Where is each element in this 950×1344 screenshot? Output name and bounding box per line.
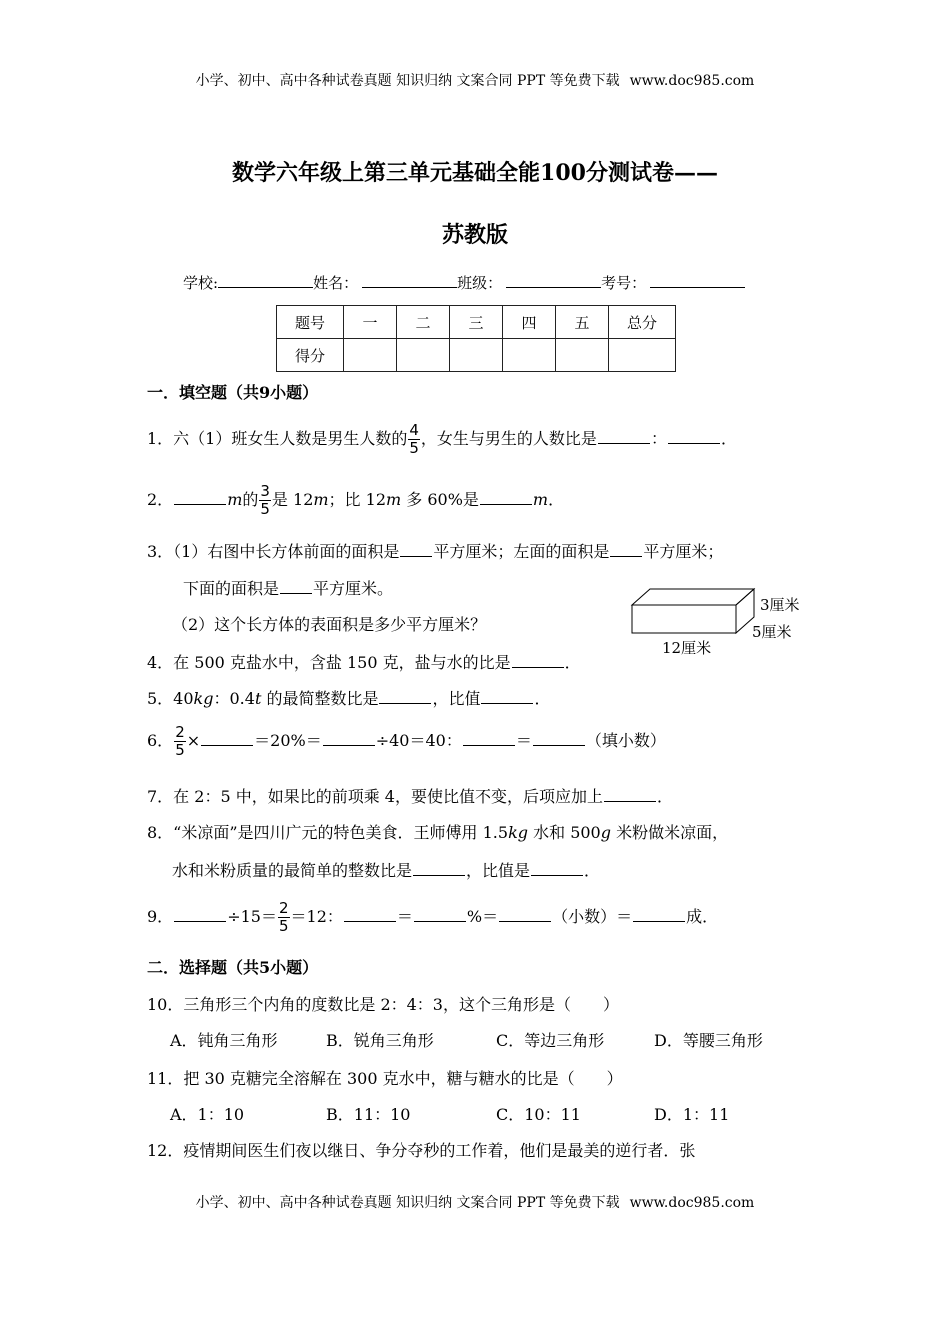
exam-no-label: 考号： (601, 274, 647, 292)
header-cell: 一 (344, 306, 397, 339)
option-a[interactable]: A．1：10 (170, 1105, 245, 1124)
question-3-line-3: （2）这个长方体的表面积是多少平方厘米？ (172, 615, 487, 634)
question-5: 5．40kg：0.4t 的最简整数比是 ，比值 ． (147, 689, 551, 708)
option-c[interactable]: C．10：11 (496, 1105, 581, 1124)
banner-text: 小学、初中、高中各种试卷真题 知识归纳 文案合同 PPT 等免费下载 (195, 73, 620, 89)
depth-label: 5厘米 (752, 623, 792, 641)
length-label: 12厘米 (662, 639, 712, 657)
option-b[interactable]: B．锐角三角形 (326, 1031, 434, 1050)
question-12: 12．疫情期间医生们夜以继日、争分夺秒的工作着，他们是最美的逆行者．张 (147, 1141, 696, 1160)
fraction: $\frac{4}{5}$ (409, 421, 419, 457)
score-table (276, 305, 676, 372)
question-text: 1．六（1）班女生人数是男生人数的 (147, 429, 408, 448)
answer-blank[interactable] (379, 689, 431, 704)
page-subtitle: 苏教版 (441, 222, 508, 248)
answer-blank[interactable] (201, 731, 253, 746)
banner-url[interactable]: www.doc985.com (629, 73, 755, 89)
question-1: 1．六（1）班女生人数是男生人数的 $\frac{4}{5}$ ，女生与男生的人数比是 ： ． (147, 421, 737, 457)
answer-blank[interactable] (668, 429, 720, 444)
section-heading-multiple-choice: 二．选择题（共5小题） (147, 958, 319, 977)
banner-url[interactable]: www.doc985.com (629, 1195, 755, 1211)
option-d[interactable]: D．等腰三角形 (654, 1031, 763, 1050)
answer-blank[interactable] (633, 907, 685, 922)
answer-blank[interactable] (531, 861, 583, 876)
answer-blank[interactable] (400, 542, 432, 557)
school-label: 学校: (183, 274, 219, 292)
question-text: ，女生与男生的人数比是 (420, 429, 597, 448)
answer-blank[interactable] (598, 429, 650, 444)
fraction: $\frac{2}{5}$ (175, 723, 185, 759)
header-banner (0, 70, 950, 90)
question-8-line-2: 水和米粉质量的最简单的整数比是 ，比值是 ． (172, 861, 601, 880)
name-label: 姓名： (313, 274, 359, 292)
exam-no-field[interactable] (650, 273, 745, 288)
score-cell[interactable] (556, 339, 609, 372)
banner-text: 小学、初中、高中各种试卷真题 知识归纳 文案合同 PPT 等免费下载 (195, 1195, 620, 1211)
option-a[interactable]: A．钝角三角形 (170, 1031, 278, 1050)
class-label: 班级： (457, 274, 503, 292)
option-b[interactable]: B．11：10 (326, 1105, 411, 1124)
height-label: 3厘米 (760, 596, 800, 614)
answer-blank[interactable] (480, 490, 532, 505)
question-10-options (170, 1028, 763, 1051)
answer-blank[interactable] (499, 907, 551, 922)
score-cell[interactable] (450, 339, 503, 372)
score-cell[interactable] (503, 339, 556, 372)
school-field[interactable] (218, 273, 313, 288)
answer-blank[interactable] (174, 490, 226, 505)
answer-blank[interactable] (174, 907, 226, 922)
question-10: 10．三角形三个内角的度数比是 2：4：3，这个三角形是（ ） (147, 995, 619, 1014)
question-6: 6． $\frac{2}{5}$ × ＝20%＝ ÷40＝40： ＝ （填小数） (147, 723, 666, 759)
name-field[interactable] (362, 273, 457, 288)
answer-blank[interactable] (344, 907, 396, 922)
question-8-line-1: 8．“米凉面”是四川广元的特色美食．王师傅用 1.5kg 水和 500g 米粉做米凉面， (147, 823, 729, 842)
fraction: $\frac{2}{5}$ (278, 899, 289, 935)
section-heading-fill-in: 一．填空题（共9小题） (147, 383, 319, 402)
question-9: 9． ÷15＝ $\frac{2}{5}$ ＝12： ＝ %＝ （小数）＝ 成． (147, 899, 719, 935)
option-d[interactable]: D．1：11 (654, 1105, 730, 1124)
header-cell: 总分 (609, 306, 676, 339)
answer-blank[interactable] (481, 689, 533, 704)
question-11: 11．把 30 克糖完全溶解在 300 克水中，糖与糖水的比是（ ） (147, 1069, 623, 1088)
answer-blank[interactable] (413, 861, 465, 876)
answer-blank[interactable] (512, 653, 564, 668)
question-2: 2． m的 $\frac{3}{5}$ 是 12m；比 12m 多 60%是 m． (147, 482, 565, 518)
row-label-cell: 得分 (277, 339, 344, 372)
student-info-row (183, 272, 745, 293)
option-c[interactable]: C．等边三角形 (496, 1031, 605, 1050)
fraction: $\frac{3}{5}$ (260, 482, 270, 518)
answer-blank[interactable] (610, 542, 642, 557)
header-cell: 四 (503, 306, 556, 339)
header-cell: 五 (556, 306, 609, 339)
header-cell: 二 (397, 306, 450, 339)
score-cell[interactable] (344, 339, 397, 372)
answer-blank[interactable] (604, 787, 656, 802)
question-3-line-2: 下面的面积是 平方厘米。 (183, 579, 394, 598)
question-4: 4．在 500 克盐水中，含盐 150 克，盐与水的比是 ． (147, 653, 581, 672)
class-field[interactable] (506, 273, 601, 288)
footer-banner (0, 1192, 950, 1212)
question-11-options (170, 1102, 729, 1125)
score-table-header-row (277, 306, 676, 339)
answer-blank[interactable] (414, 907, 466, 922)
answer-blank[interactable] (533, 731, 585, 746)
header-cell: 三 (450, 306, 503, 339)
score-cell[interactable] (397, 339, 450, 372)
answer-blank[interactable] (280, 579, 312, 594)
header-cell: 题号 (277, 306, 344, 339)
score-cell[interactable] (609, 339, 676, 372)
answer-blank[interactable] (323, 731, 375, 746)
question-3-line-1: 3．（1）右图中长方体前面的面积是 平方厘米；左面的面积是 平方厘米； (147, 542, 724, 561)
score-table-score-row (277, 339, 676, 372)
page-title: 数学六年级上第三单元基础全能100分测试卷—— (232, 160, 718, 186)
question-7: 7．在 2：5 中，如果比的前项乘 4，要使比值不变，后项应加上 ． (147, 787, 673, 806)
answer-blank[interactable] (463, 731, 515, 746)
